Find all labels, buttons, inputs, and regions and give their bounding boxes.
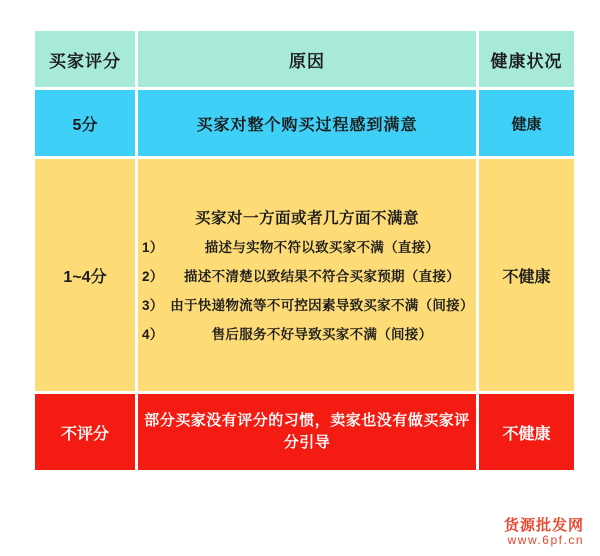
list-item-label: 售后服务不好导致买家不满（间接）	[211, 326, 433, 342]
watermark-title: 货源批发网	[503, 516, 584, 534]
score-health-table	[32, 28, 568, 473]
list-item-number: 2）	[142, 269, 164, 285]
list-item-number: 4）	[142, 326, 164, 342]
row-health-none: 不健康	[479, 394, 574, 470]
matrix-table	[32, 28, 577, 473]
table-row	[35, 394, 574, 470]
row-health-1-4: 不健康	[479, 159, 574, 391]
list-item-label: 描述与实物不符以致买家不满（直接）	[204, 240, 440, 256]
header-cell-health: 健康状况	[479, 31, 574, 87]
row-score-5: 5分	[35, 90, 135, 156]
list-item-label: 由于快递物流等不可控因素导致买家不满（间接）	[170, 298, 474, 313]
row-reason-none: 部分买家没有评分的习惯，卖家也没有做买家评分引导	[138, 394, 476, 470]
list-item	[138, 269, 476, 286]
list-item-number: 3）	[142, 298, 164, 313]
reason-list	[138, 240, 476, 344]
row-reason-5: 买家对整个购买过程感到满意	[138, 90, 476, 156]
list-item	[138, 240, 476, 257]
list-item	[138, 298, 476, 315]
table-header-row	[35, 31, 574, 87]
row-score-none: 不评分	[35, 394, 135, 470]
table-row	[35, 90, 574, 156]
row-health-5: 健康	[479, 90, 574, 156]
list-item-label: 描述不清楚以致结果不符合买家预期（直接）	[184, 269, 460, 285]
row-reason-1-4	[138, 159, 476, 391]
header-cell-score: 买家评分	[35, 31, 135, 87]
table-row	[35, 159, 574, 391]
reason-title: 买家对一方面或者几方面不满意	[194, 210, 419, 228]
list-item	[138, 327, 476, 344]
header-cell-reason: 原因	[138, 31, 476, 87]
watermark	[504, 517, 584, 548]
watermark-url: www.6pf.cn	[507, 533, 584, 548]
row-score-1-4: 1~4分	[35, 159, 135, 391]
list-item-number: 1）	[142, 240, 164, 256]
